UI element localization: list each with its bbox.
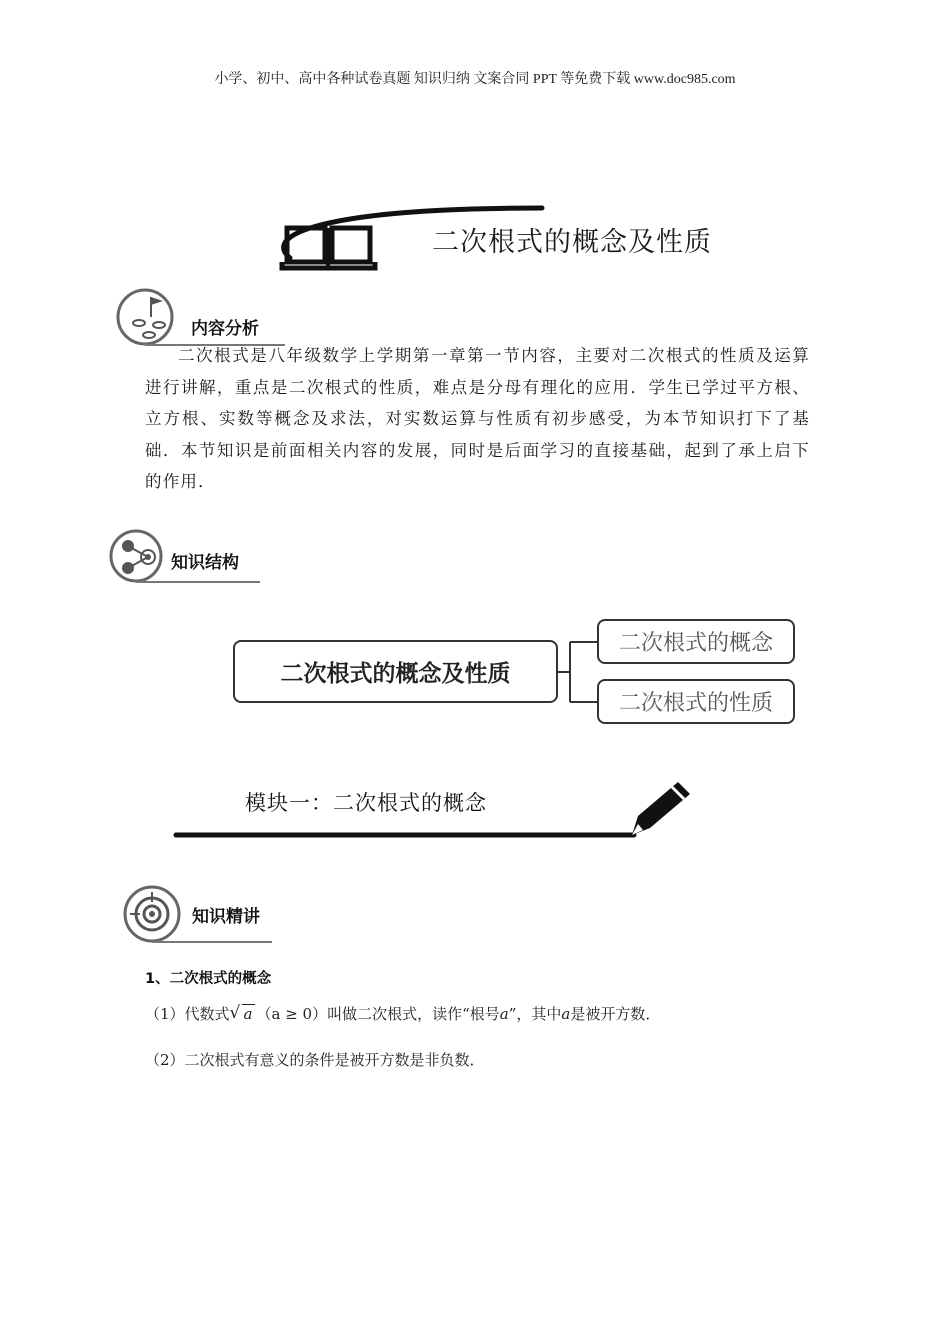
lecture-heading: 知识精讲 bbox=[192, 907, 260, 927]
item1-condition: （a ≥ 0） bbox=[256, 1005, 328, 1023]
knowledge-item-2: （2）二次根式有意义的条件是被开方数是非负数． bbox=[145, 1051, 485, 1069]
structure-branch-concept: 二次根式的概念 bbox=[597, 619, 795, 664]
module-underline-pencil bbox=[172, 778, 697, 842]
intro-paragraph: 二次根式是八年级数学上学期第一章第一节内容，主要对二次根式的性质及运算进行讲解，重点是二次根式的性质，难点是分母有理化的应用．学生已学过平方根、立方根、实数等概念及求法，对实数运算与性质有初步感受，为本节知识打下了基础．本节知识是前面相关内容的发展，同时是后面学习的直接基础，起到了承上启下的作用． bbox=[145, 346, 810, 491]
analysis-heading: 内容分析 bbox=[191, 319, 259, 339]
knowledge-title: 1、二次根式的概念 bbox=[145, 971, 272, 987]
item1-var-2: a bbox=[561, 1005, 571, 1023]
item1-end: 是被开方数． bbox=[570, 1005, 661, 1023]
sqrt-expression bbox=[232, 1005, 255, 1023]
structure-branch-properties: 二次根式的性质 bbox=[597, 679, 795, 724]
header-note: 小学、初中、高中各种试卷真题 知识归纳 文案合同 PPT 等免费下载 www.doc985.com bbox=[214, 72, 736, 87]
item1-after: ”，其中 bbox=[508, 1005, 562, 1023]
knowledge-item-1 bbox=[145, 1003, 660, 1024]
item1-middle: 叫做二次根式，读作“根号 bbox=[327, 1005, 500, 1023]
item1-prefix: （1）代数式 bbox=[145, 1005, 230, 1023]
module-title: 模块一：二次根式的概念 bbox=[245, 791, 487, 815]
structure-heading: 知识结构 bbox=[171, 553, 239, 573]
structure-main-node: 二次根式的概念及性质 bbox=[233, 640, 558, 703]
document-title: 二次根式的概念及性质 bbox=[432, 227, 712, 258]
item1-var-1: a bbox=[499, 1005, 509, 1023]
radicand: a bbox=[243, 1005, 253, 1023]
structure-connector bbox=[556, 640, 600, 725]
pencil-icon bbox=[632, 782, 690, 835]
